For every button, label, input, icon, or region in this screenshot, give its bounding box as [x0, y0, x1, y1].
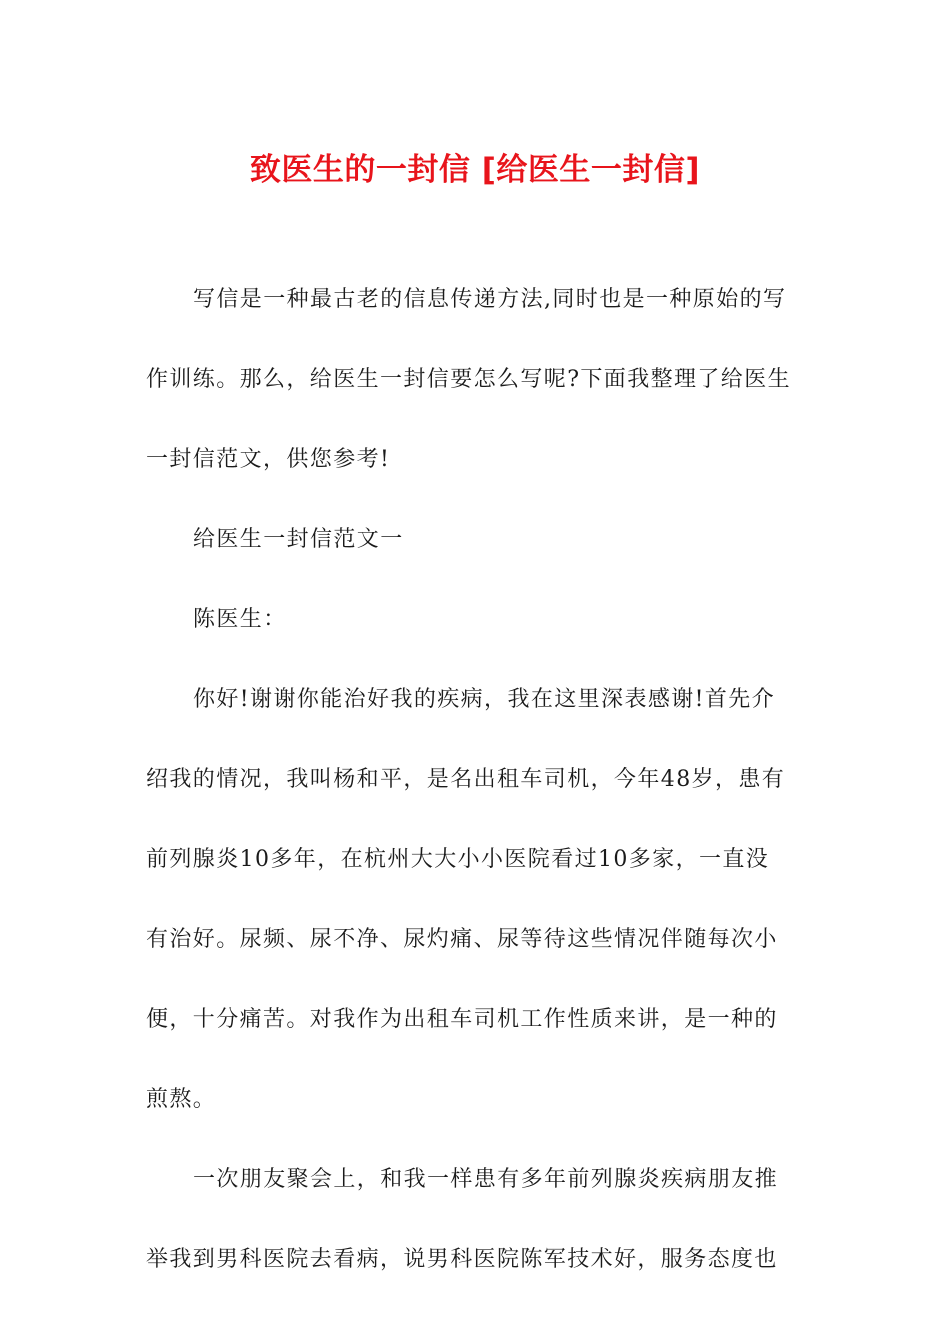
paragraph-line: 煎熬。	[146, 1087, 217, 1112]
paragraph-line: 写信是一种最古老的信息传递方法,同时也是一种原始的写	[193, 287, 787, 312]
paragraph-line: 前列腺炎10多年，在杭州大大小小医院看过10多家，一直没	[146, 847, 770, 872]
paragraph-line: 绍我的情况，我叫杨和平，是名出租车司机，今年48岁，患有	[146, 767, 786, 792]
paragraph-line: 一次朋友聚会上，和我一样患有多年前列腺炎疾病朋友推	[193, 1167, 779, 1192]
letter-salutation: 陈医生：	[193, 607, 287, 632]
paragraph-line: 作训练。那么，给医生一封信要怎么写呢?下面我整理了给医生	[146, 367, 791, 392]
paragraph-line: 有治好。尿频、尿不净、尿灼痛、尿等待这些情况伴随每次小	[146, 927, 778, 952]
paragraph-line: 便，十分痛苦。对我作为出租车司机工作性质来讲，是一种的	[146, 1007, 778, 1032]
paragraph-line: 举我到男科医院去看病，说男科医院陈军技术好，服务态度也	[146, 1247, 778, 1272]
document-title: 致医生的一封信 [给医生一封信]	[249, 152, 701, 188]
paragraph-line: 你好!谢谢你能治好我的疾病，我在这里深表感谢!首先介	[193, 687, 776, 712]
section-heading: 给医生一封信范文一	[193, 527, 404, 552]
document-body	[146, 280, 806, 1320]
paragraph-line: 一封信范文，供您参考!	[146, 447, 391, 472]
